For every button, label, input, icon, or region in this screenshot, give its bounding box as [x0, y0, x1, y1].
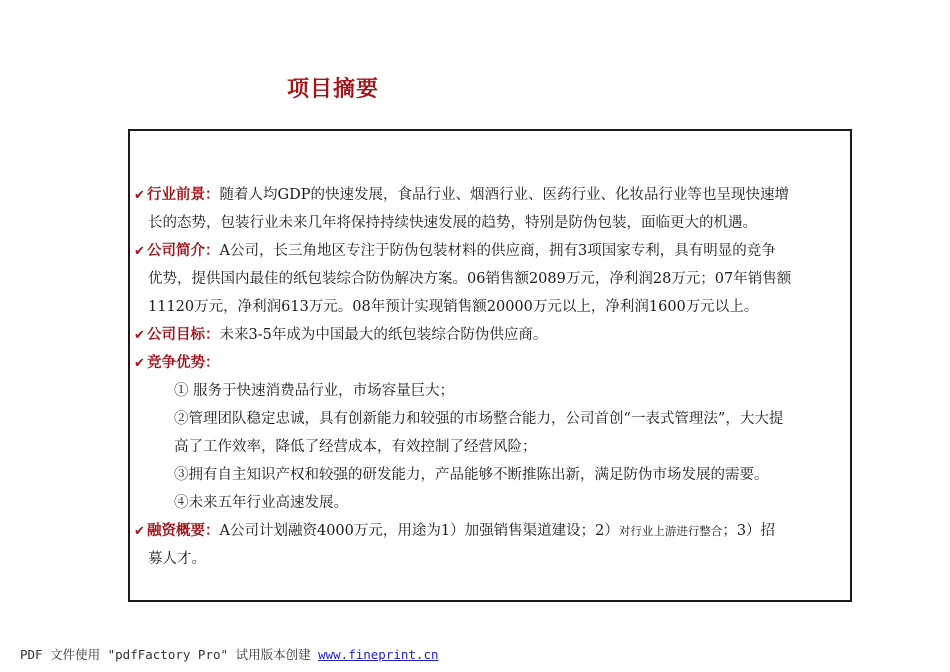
advantage-item-3: ③拥有自主知识产权和较强的研发能力，产品能够不断推陈出新，满足防伪市场发展的需要。 — [174, 467, 769, 483]
goal-label: 公司目标： — [147, 327, 220, 343]
advantage-item-1: ① 服务于快速消费品行业，市场容量巨大； — [174, 383, 455, 399]
company-text-3: 11120万元，净利润613万元。08年预计实现销售额20000万元以上，净利润1600万元以上。 — [148, 299, 759, 315]
advantage-item-2-line-1: ②管理团队稳定忠诚，具有创新能力和较强的市场整合能力，公司首创“一表式管理法”，大大提 — [174, 411, 784, 427]
footer — [20, 645, 439, 663]
financing-text-2: 募人才。 — [148, 551, 206, 567]
goal-text-1: 未来3-5年成为中国最大的纸包装综合防伪供应商。 — [219, 327, 548, 343]
financing-line-1 — [134, 517, 850, 545]
financing-text-1a: A公司计划融资4000万元，用途为1）加强销售渠道建设；2） — [219, 523, 619, 539]
company-label: 公司简介： — [147, 243, 220, 259]
page-title: 项目摘要 — [287, 77, 380, 102]
financing-label: 融资概要： — [147, 523, 220, 539]
checkmark-icon: ✔ — [134, 188, 145, 203]
checkmark-icon: ✔ — [134, 356, 145, 371]
company-text-2: 优势，提供国内最佳的纸包装综合防伪解决方案。06销售额2089万元，净利润28万元；07年销售额 — [148, 271, 792, 287]
company-text-1: A公司，长三角地区专注于防伪包装材料的供应商，拥有3项国家专利，具有明显的竞争 — [219, 243, 776, 259]
checkmark-icon: ✔ — [134, 244, 145, 259]
goal-line-1 — [134, 321, 850, 349]
advantage-line — [134, 349, 850, 377]
financing-text-1b: 对行业上游进行整合 — [618, 524, 723, 538]
summary-content — [134, 181, 850, 573]
industry-text-2: 长的态势，包装行业未来几年将保持持续快速发展的趋势，特别是防伪包装，面临更大的机遇。 — [148, 215, 757, 231]
advantage-item-2-line-2: 高了工作效率，降低了经营成本，有效控制了经营风险； — [174, 439, 537, 455]
advantage-label: 竞争优势： — [147, 355, 220, 371]
financing-text-1c: ；3）招 — [722, 523, 776, 539]
checkmark-icon: ✔ — [134, 328, 145, 343]
industry-text-1: 随着人均GDP的快速发展，食品行业、烟酒行业、医药行业、化妆品行业等也呈现快速增 — [219, 187, 789, 203]
industry-line-1 — [134, 181, 850, 209]
footer-text: PDF 文件使用 "pdfFactory Pro" 试用版本创建 — [20, 647, 319, 662]
footer-link[interactable]: www.fineprint.cn — [318, 647, 439, 662]
checkmark-icon: ✔ — [134, 524, 145, 539]
advantage-item-4: ④未来五年行业高速发展。 — [174, 495, 348, 511]
company-line-1 — [134, 237, 850, 265]
industry-label: 行业前景： — [147, 187, 220, 203]
